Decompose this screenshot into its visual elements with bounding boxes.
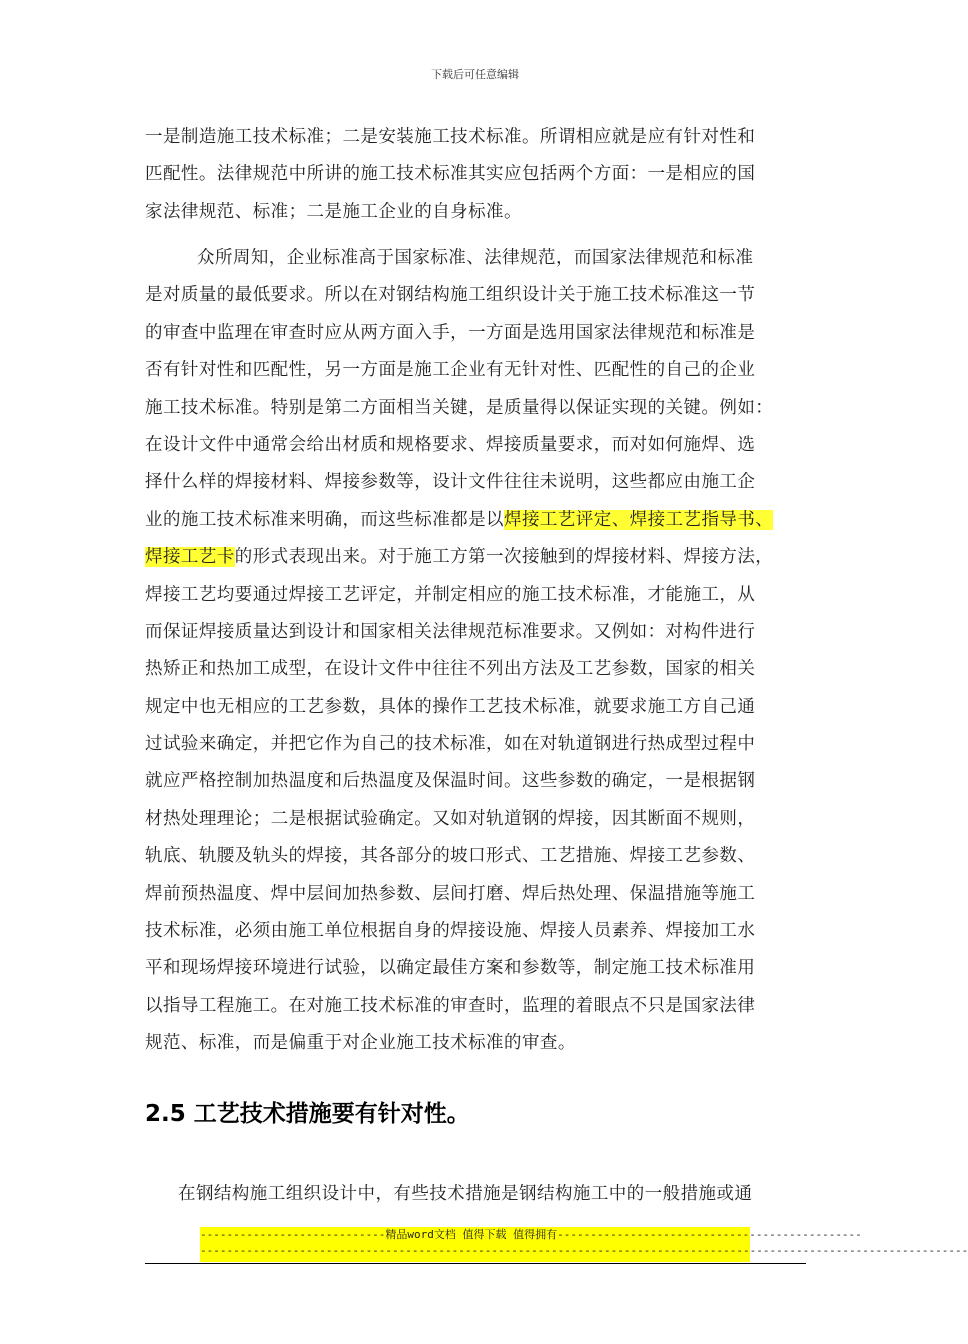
- text-run: 的形式表现出来。对于施工方第一次接触到的焊接材料、焊接方法，: [234, 547, 774, 568]
- footer-divider: [145, 1263, 806, 1264]
- text-line: 材热处理理论；二是根据试验确定。又如对轨道钢的焊接，因其断面不规则，: [145, 808, 756, 829]
- text-line: 在设计文件中通常会给出材质和规格要求、焊接质量要求，而对如何施焊、选: [145, 434, 756, 455]
- footer-banner: [200, 1227, 968, 1262]
- section-heading: 2.5 工艺技术措施要有针对性。: [145, 1101, 470, 1127]
- text-line: 在钢结构施工组织设计中，有些技术措施是钢结构施工中的一般措施或通: [178, 1184, 753, 1204]
- footer-line: ----------------------------精品word文档 值得下载 值得拥有----------------------------------------------: [200, 1228, 862, 1241]
- highlighted-text: 焊接工艺卡: [145, 547, 235, 568]
- text-line: 施工技术标准。特别是第二方面相当关键，是质量得以保证实现的关键。例如：: [145, 397, 774, 418]
- text-line: 以指导工程施工。在对施工技术标准的审查时，监理的着眼点不只是国家法律: [145, 995, 756, 1016]
- text-line: 匹配性。法律规范中所讲的施工技术标准其实应包括两个方面：一是相应的国: [145, 164, 756, 185]
- text-line: 热矫正和热加工成型，在设计文件中往往不列出方法及工艺参数，国家的相关: [145, 659, 756, 680]
- text-line: [145, 502, 815, 539]
- text-line: 一是制造施工技术标准；二是安装施工技术标准。所谓相应就是应有针对性和: [145, 127, 756, 147]
- text-line: 众所周知，企业标准高于国家标准、法律规范，而国家法律规范和标准: [197, 248, 754, 268]
- text-line: [145, 539, 815, 576]
- paragraph-1: [145, 119, 815, 231]
- highlighted-text: 焊接工艺评定、焊接工艺指导书、: [504, 509, 774, 530]
- text-line: 择什么样的焊接材料、焊接参数等，设计文件往往未说明，这些都应由施工企: [145, 472, 756, 493]
- text-line: 的审查中监理在审查时应从两方面入手，一方面是选用国家法律规范和标准是: [145, 322, 756, 343]
- text-line: 轨底、轨腰及轨头的焊接，其各部分的坡口形式、工艺措施、焊接工艺参数、: [145, 846, 756, 867]
- text-line: 规范、标准，而是偏重于对企业施工技术标准的审查。: [145, 1033, 576, 1054]
- text-line: 规定中也无相应的工艺参数，具体的操作工艺技术标准，就要求施工方自己通: [145, 696, 756, 717]
- paragraph-3: [145, 1176, 815, 1213]
- text-line: 就应严格控制加热温度和后热温度及保温时间。这些参数的确定，一是根据钢: [145, 771, 756, 792]
- footer-line: --------------------------------------------------------------------------------------------------------------------: [200, 1244, 968, 1257]
- text-line: 而保证焊接质量达到设计和国家相关法律规范标准要求。又例如：对构件进行: [145, 621, 756, 642]
- text-line: 否有针对性和匹配性，另一方面是施工企业有无针对性、匹配性的自己的企业: [145, 360, 756, 381]
- text-line: 技术标准，必须由施工单位根据自身的焊接设施、焊接人员素养、焊接加工水: [145, 921, 756, 942]
- paragraph-2: [145, 240, 815, 1063]
- text-line: 平和现场焊接环境进行试验，以确定最佳方案和参数等，制定施工技术标准用: [145, 958, 756, 979]
- text-run: 业的施工技术标准来明确，而这些标准都是以: [145, 509, 504, 530]
- text-line: 家法律规范、标准；二是施工企业的自身标准。: [145, 201, 522, 222]
- text-line: 是对质量的最低要求。所以在对钢结构施工组织设计关于施工技术标准这一节: [145, 285, 756, 306]
- page-header: 下载后可任意编辑: [431, 68, 519, 81]
- text-line: 焊前预热温度、焊中层间加热参数、层间打磨、焊后热处理、保温措施等施工: [145, 883, 756, 904]
- text-line: 过试验来确定，并把它作为自己的技术标准，如在对轨道钢进行热成型过程中: [145, 734, 756, 755]
- text-line: 焊接工艺均要通过焊接工艺评定，并制定相应的施工技术标准，才能施工，从: [145, 584, 756, 605]
